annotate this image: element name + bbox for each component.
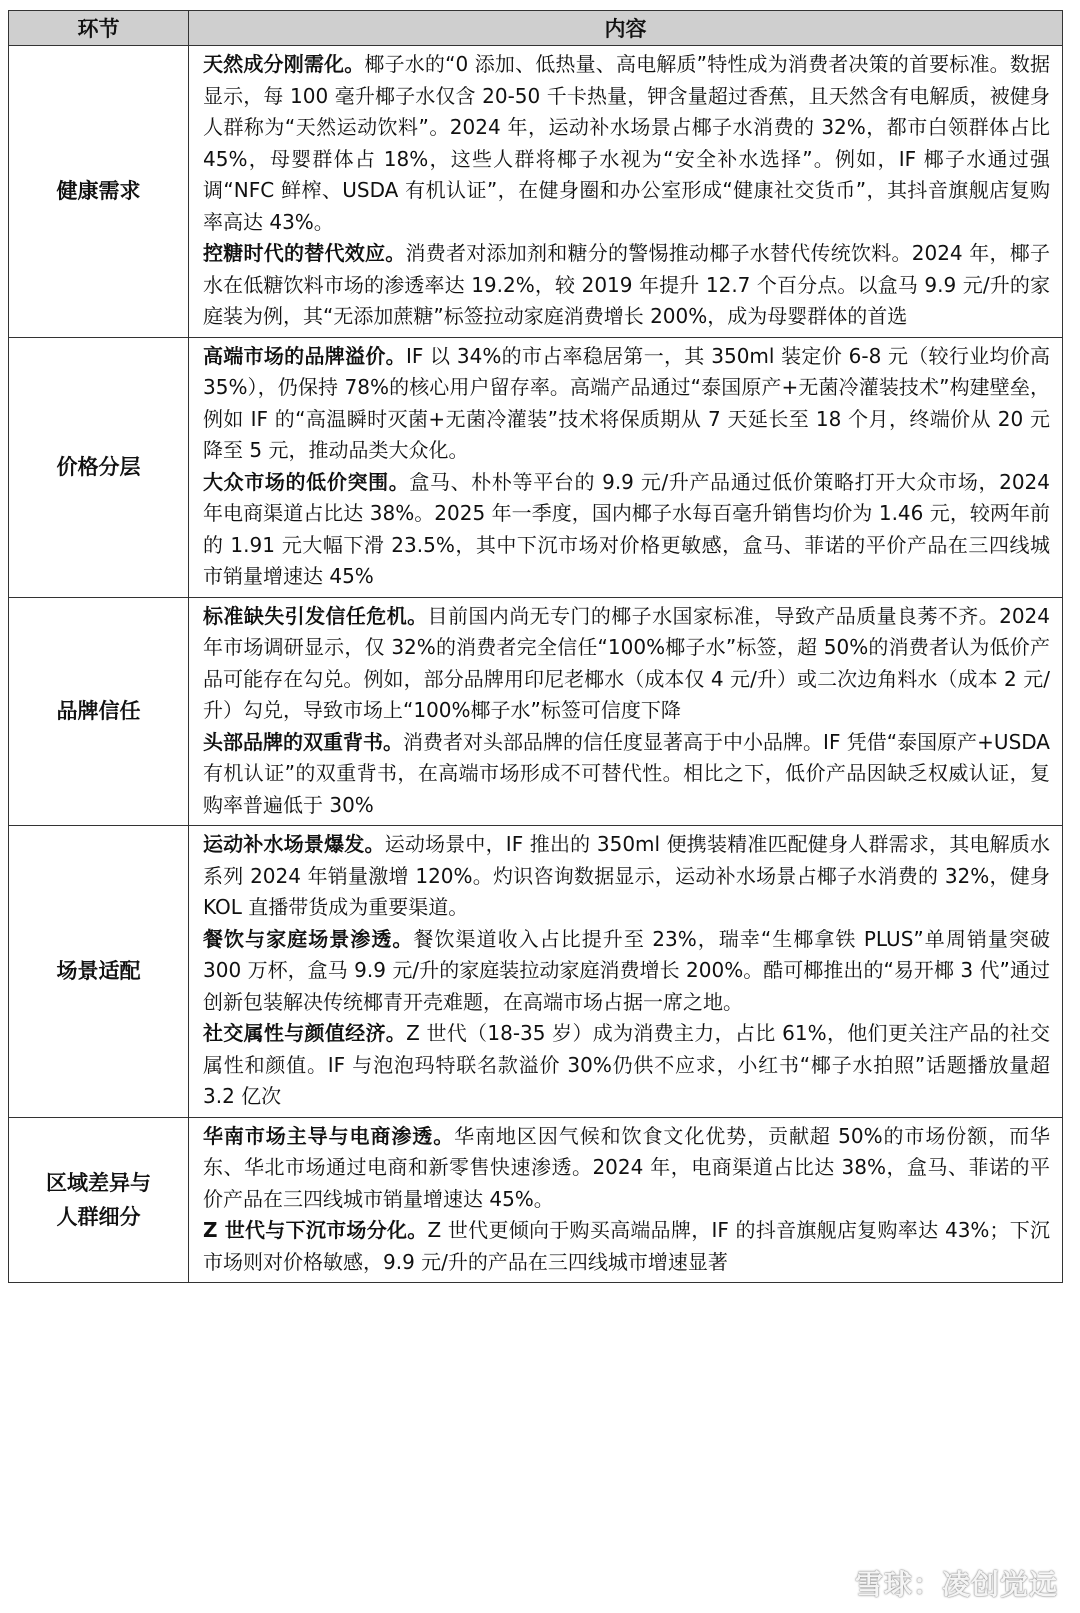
paragraph-title: Z 世代与下沉市场分化。 bbox=[203, 1218, 428, 1242]
paragraph bbox=[203, 1121, 1050, 1216]
paragraph-text: 华南地区因气候和饮食文化优势，贡献超 50%的市场份额，而华东、华北市场通过电商和新零售快速渗透。2024 年，电商渠道占比达 38%，盒马、菲诺的平价产品在三四线城市销量增速达 45%。 bbox=[203, 1123, 1051, 1211]
snowball-logo-icon bbox=[819, 1569, 849, 1599]
table-row bbox=[9, 597, 1063, 826]
paragraph-title: 控糖时代的替代效应。 bbox=[203, 241, 406, 265]
paragraph-title: 标准缺失引发信任危机。 bbox=[203, 603, 428, 628]
table-row bbox=[9, 337, 1063, 597]
table-row bbox=[9, 826, 1063, 1118]
paragraph-text: 运动场景中，IF 推出的 350ml 便携装精准匹配健身人群需求，其电解质水系列 2024 年销量激增 120%。灼识咨询数据显示，运动补水场景占椰子水消费的 32%，健身 KOL 直播带货成为重要渠道。 bbox=[203, 832, 1050, 919]
content-table bbox=[8, 10, 1063, 1283]
paragraph-text: 椰子水的“0 添加、低热量、高电解质”特性成为消费者决策的首要标准。数据显示，每 100 毫升椰子水仅含 20-50 千卡热量，钾含量超过香蕉，且天然含有电解质，被健身人群称为“天然运动饮料”。2024 年，运动补水场景占椰子水消费的 32%，都市白领群体占比 45%，母婴群体占 18%，这些人群将椰子水视为“安全补水选择”。例如，IF 椰子水通过强调“NFC 鲜榨、USDA 有机认证”，在健身圈和办公室形成“健康社交货币”，其抖音旗舰店复购率高达 43%。 bbox=[203, 52, 1050, 234]
paragraph-title: 运动补水场景爆发。 bbox=[203, 832, 385, 856]
paragraph bbox=[203, 1018, 1050, 1113]
paragraph bbox=[203, 341, 1050, 467]
paragraph bbox=[203, 727, 1050, 822]
paragraph-text: Z 世代更倾向于购买高端品牌，IF 的抖音旗舰店复购率达 43%；下沉市场则对价格敏感，9.9 元/升的产品在三四线城市增速显著 bbox=[203, 1218, 1050, 1274]
paragraph-text: 消费者对添加剂和糖分的警惕推动椰子水替代传统饮料。2024 年，椰子水在低糖饮料市场的渗透率达 19.2%，较 2019 年提升 12.7 个百分点。以盒马 9.9 元/升的家庭装为例，其“无添加蔗糖”标签拉动家庭消费增长 200%，成为母婴群体的首选 bbox=[203, 241, 1050, 328]
paragraph-title: 餐饮与家庭场景渗透。 bbox=[203, 926, 414, 951]
paragraph bbox=[203, 1215, 1050, 1278]
paragraph-text: IF 以 34%的市占率稳居第一，其 350ml 装定价 6-8 元（较行业均价高 35%），仍保持 78%的核心用户留存率。高端产品通过“泰国原产+无菌冷灌装技术”构建壁垒，例如 IF 的“高温瞬时灭菌+无菌冷灌装”技术将保质期从 7 天延长至 18 个月，终端价从 20 元降至 5 元，推动品类大众化。 bbox=[203, 343, 1051, 462]
paragraph-title: 大众市场的低价突围。 bbox=[203, 469, 410, 494]
table-header-row bbox=[9, 11, 1063, 46]
watermark-text: 雪球：凌创觉远 bbox=[854, 1568, 1058, 1601]
paragraph bbox=[203, 829, 1050, 924]
paragraph-title: 社交属性与颜值经济。 bbox=[203, 1021, 407, 1045]
row-content-region bbox=[189, 1117, 1063, 1283]
paragraph bbox=[203, 238, 1050, 333]
table-row bbox=[9, 46, 1063, 338]
paragraph-text: 餐饮渠道收入占比提升至 23%，瑞幸“生椰拿铁 PLUS”单周销量突破 300 万杯，盒马 9.9 元/升的家庭装拉动家庭消费增长 200%。酷可椰推出的“易开椰 3 代”通过创新包装解决传统椰青开壳难题，在高端市场占据一席之地。 bbox=[203, 926, 1051, 1014]
row-content-brand-trust bbox=[189, 597, 1063, 826]
paragraph-title: 头部品牌的双重背书。 bbox=[203, 729, 404, 754]
paragraph-title: 高端市场的品牌溢价。 bbox=[203, 343, 406, 368]
row-label-pricing: 价格分层 bbox=[9, 337, 189, 597]
paragraph-title: 天然成分刚需化。 bbox=[203, 52, 365, 76]
watermark bbox=[819, 1563, 1058, 1603]
paragraph bbox=[203, 601, 1050, 727]
row-label-region bbox=[9, 1117, 189, 1283]
paragraph-title: 华南市场主导与电商渗透。 bbox=[203, 1123, 455, 1148]
paragraph-text: Z 世代（18-35 岁）成为消费主力，占比 61%，他们更关注产品的社交属性和颜值。IF 与泡泡玛特联名款溢价 30%仍供不应求，小红书“椰子水拍照”话题播放量超 3.2 亿次 bbox=[203, 1021, 1051, 1108]
table-row bbox=[9, 1117, 1063, 1283]
row-content-health bbox=[189, 46, 1063, 338]
row-label-brand-trust: 品牌信任 bbox=[9, 597, 189, 826]
row-label-health: 健康需求 bbox=[9, 46, 189, 338]
header-section: 环节 bbox=[9, 11, 189, 46]
paragraph-text: 消费者对头部品牌的信任度显著高于中小品牌。IF 凭借“泰国原产+USDA 有机认证”的双重背书，在高端市场形成不可替代性。相比之下，低价产品因缺乏权威认证，复购率普遍低于 30% bbox=[203, 729, 1050, 817]
paragraph bbox=[203, 924, 1050, 1019]
row-label-region-text: 区域差异与人群细分 bbox=[46, 1170, 151, 1229]
row-label-scenario: 场景适配 bbox=[9, 826, 189, 1118]
row-content-scenario bbox=[189, 826, 1063, 1118]
header-content: 内容 bbox=[189, 11, 1063, 46]
paragraph bbox=[203, 467, 1050, 593]
row-content-pricing bbox=[189, 337, 1063, 597]
paragraph bbox=[203, 49, 1050, 238]
paragraph-text: 盒马、朴朴等平台的 9.9 元/升产品通过低价策略打开大众市场，2024 年电商渠道占比达 38%。2025 年一季度，国内椰子水每百毫升销售均价为 1.46 元，较两年前的 1.91 元大幅下滑 23.5%，其中下沉市场对价格更敏感，盒马、菲诺的平价产品在三四线城市销量增速达 45% bbox=[203, 469, 1050, 588]
paragraph-text: 目前国内尚无专门的椰子水国家标准，导致产品质量良莠不齐。2024 年市场调研显示，仅 32%的消费者完全信任“100%椰子水”标签，超 50%的消费者认为低价产品可能存在勾兑。例如，部分品牌用印尼老椰水（成本仅 4 元/升）或二次边角料水（成本 2 元/升）勾兑，导致市场上“100%椰子水”标签可信度下降 bbox=[203, 603, 1050, 722]
